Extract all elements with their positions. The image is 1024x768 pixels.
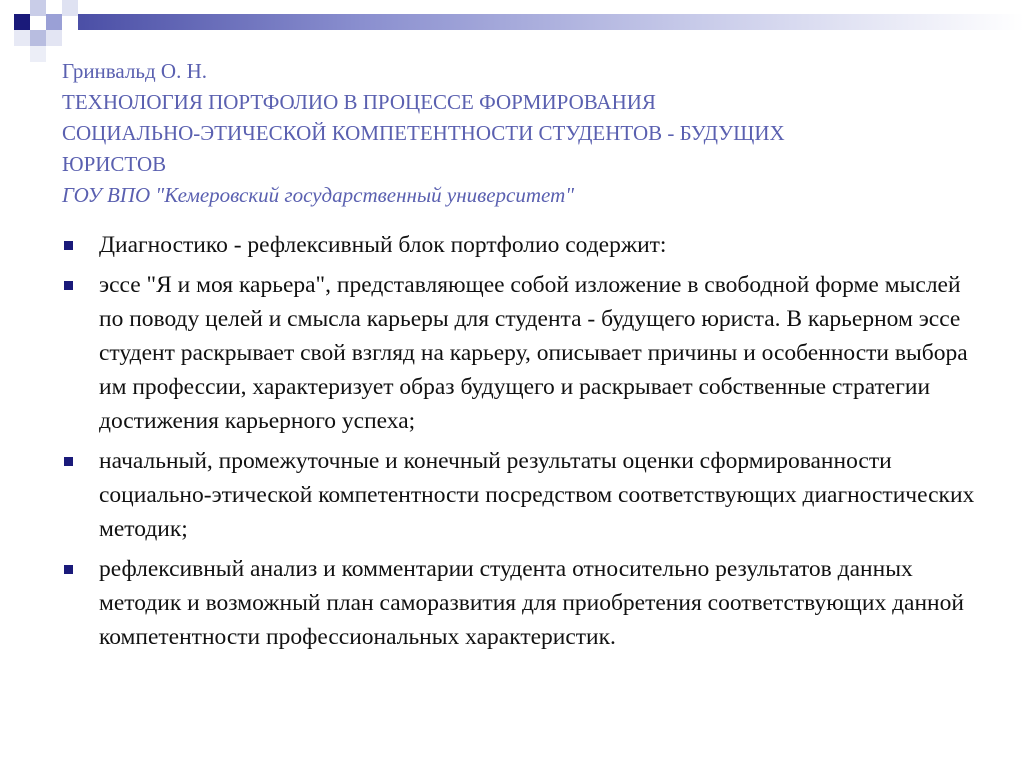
bullet-item: [62, 268, 982, 438]
title-line: ТЕХНОЛОГИЯ ПОРТФОЛИО В ПРОЦЕССЕ ФОРМИРОВАНИЯ: [62, 90, 656, 114]
decor-square: [30, 0, 46, 16]
square-bullet-icon: [64, 281, 73, 290]
square-bullet-icon: [64, 457, 73, 466]
bullet-item: [62, 552, 982, 654]
decor-square: [46, 30, 62, 46]
title-line: ЮРИСТОВ: [62, 152, 167, 176]
decor-square: [46, 14, 62, 30]
bullet-item: [62, 228, 982, 262]
decor-square: [30, 46, 46, 62]
square-bullet-icon: [64, 241, 73, 250]
organization-name: ГОУ ВПО "Кемеровский государственный университет": [62, 183, 575, 207]
author-name: Гринвальд О. Н.: [62, 59, 208, 83]
decor-square: [62, 0, 78, 16]
bullet-text: эссе "Я и моя карьера", представляющее собой изложение в свободной форме мыслей по поводу целей и смысла карьеры для студента - будущего юриста. В карьерном эссе студент раскрывает свой взгляд на карьеру, описывает причины и особенности выбора им профессии, характеризует образ будущего и раскрывает собственные стратегии достижения карьерного успеха;: [99, 272, 968, 434]
title-line: СОЦИАЛЬНО-ЭТИЧЕСКОЙ КОМПЕТЕНТНОСТИ СТУДЕНТОВ - БУДУЩИХ: [62, 121, 785, 145]
bullet-list: [62, 228, 982, 660]
slide-title: [62, 56, 982, 211]
decor-square: [14, 30, 30, 46]
decor-square: [30, 30, 46, 46]
square-bullet-icon: [64, 565, 73, 574]
header-gradient-bar: [78, 14, 1024, 30]
bullet-text: рефлексивный анализ и комментарии студента относительно результатов данных методик и возможный план саморазвития для приобретения соответствующих данной компетентности профессиональных характеристик.: [99, 556, 964, 650]
bullet-text: начальный, промежуточные и конечный результаты оценки сформированности социально-этической компетентности посредством соответствующих диагностических методик;: [99, 448, 975, 542]
bullet-item: [62, 444, 982, 546]
bullet-text: Диагностико - рефлексивный блок портфолио содержит:: [99, 232, 667, 258]
decor-square: [14, 14, 30, 30]
